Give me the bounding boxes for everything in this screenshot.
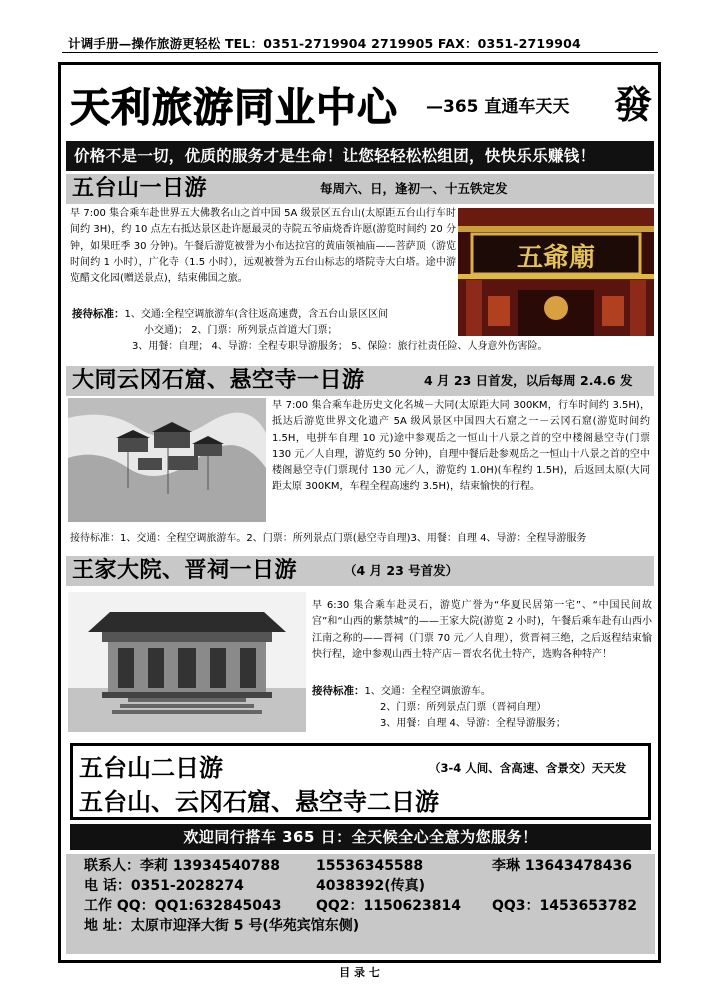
title-suffix: —365 直通车天天 (426, 97, 570, 117)
contact-qq3: QQ3：1453653782 (492, 898, 637, 914)
page-footer: 目 录 七 (339, 966, 380, 979)
two-day-tour-2: 五台山、云冈石窟、悬空寺二日游 (79, 788, 439, 816)
header-contact-line: 计调手册—操作旅游更轻松 TEL：0351-2719904 2719905 FAX：0351-2719904 (68, 36, 581, 51)
section-note: 每周六、日，逢初一、十五铁定发 (320, 181, 508, 196)
section-note: （4 月 23 号首发） (344, 563, 459, 578)
section-title: 大同云冈石窟、悬空寺一日游 (72, 368, 365, 393)
section-header-wangjia (66, 556, 654, 586)
two-day-tour-1: 五台山二日游 (79, 754, 223, 782)
reception-standard-datong: 接待标准：1、交通：全程空调旅游车。2、门票：所列景点门票(悬空寺自理)3、用餐：自理 4、导游：全程导游服务 (70, 533, 587, 544)
agency-title: 天利旅游同业中心 (70, 85, 398, 131)
hanging-temple-photo (68, 398, 266, 522)
two-day-tours-box (70, 743, 651, 820)
contact-person-1: 联系人：李莉 13934540788 (84, 858, 281, 874)
section-header-datong (66, 366, 654, 396)
temple-plaque-text: 五爺廟 (516, 243, 596, 273)
title-row (70, 74, 653, 134)
reception-standard-wutai: 接待标准：1、交通:全程空调旅游车(含往返高速费，含五台山景区区间 小交通)； 2、门票：所列景点首道大门票； 3、用餐：自理； 4、导游：全程专职导游服务； 5、保险：旅行社责任险、人身意外伤害险。 (72, 308, 548, 352)
header-rule (62, 52, 658, 53)
two-day-note: （3-4 人间、含高速、含景交）天天发 (429, 761, 627, 775)
contact-panel (66, 854, 655, 954)
section-header-wutai (66, 174, 654, 204)
tour-description: 早 7:00 集合乘车赴世界五大佛教名山之首中国 5A 级景区五台山(太原距五台山行车时间约 3H)，约 10 点左右抵达景区赴许愿最灵的寺院五爷庙烧香许愿(游览时间约 20 分钟，如果旺季 30 分钟)。午餐后游览被誉为小布达拉宫的黄庙领袖庙——菩萨顶（游览时间约 1 小时），广化寺（1.5 小时），远观被誉为五台山标志的塔院寺大白塔。途中游览醋文化园(赠送景点)，结束佛国之旅。 (70, 208, 456, 285)
reception-standard-wangjia: 接待标准：1、交通：全程空调旅游车。 2、门票：所列景点门票（晋祠自理） 3、用餐：自理 4、导游：全程导游服务； (312, 685, 566, 729)
contact-tel: 电 话：0351-2028274 (84, 878, 244, 894)
section-note: 4 月 23 日首发，以后每周 2.4.6 发 (424, 373, 633, 388)
contact-qq1: 工作 QQ：QQ1:632845043 (84, 898, 282, 914)
tour-description: 早 6:30 集合乘车赴灵石，游览广誉为“华夏民居第一宅”、“中国民间故宫”和“山西的紫禁城”的——王家大院(游览 2 小时)，午餐后乘车赴有山西小江南之称的——晋祠（门票 70 元／人自理），赏晋祠三绝，之后返程结束愉快行程，途中参观山西土特产店－晋农名优土特产，选购各种特产！ (312, 600, 652, 660)
tour-description: 早 7:00 集合乘车赴历史文化名城－大同(太原距大同 300KM，行车时间约 3.5H)，抵达后游览世界文化遗产 5A 级风景区中国四大石窟之一－云冈石窟(游览时间约 1.5H，电拼车自理 10 元)途中参观岳之一恒山十八景之首的空中楼阁悬空寺(门票 130 元／人自理，游览约 50 分钟)，自理中餐后赴参观岳之一恒山十八景之首的空中楼阁悬空寺(门票现付 130 元／人，游览约 1.0H)(车程约 1.5H)，后返回太原(大同距太原 300KM，车程全程高速约 3.5H)，结束愉快的行程。 (272, 400, 650, 493)
contact-address: 地 址：太原市迎泽大街 5 号(华苑宾馆东侧) (84, 918, 360, 934)
contact-fax: 4038392(传真) (316, 878, 425, 894)
contact-phone-2: 15536345588 (316, 858, 424, 874)
section-title: 王家大院、晋祠一日游 (72, 558, 298, 583)
contact-person-2: 李琳 13643478436 (492, 858, 633, 874)
wang-family-compound-photo (68, 592, 306, 732)
slogan-bar: 价格不是一切，优质的服务才是生命！让您轻轻松松组团，快快乐乐赚钱！ (66, 141, 654, 171)
section-title: 五台山一日游 (72, 176, 208, 201)
contact-qq2: QQ2：1150623814 (316, 898, 461, 914)
title-big-char: 發 (614, 83, 653, 127)
welcome-bar: 欢迎同行搭车 365 日：全天候全心全意为您服务！ (70, 824, 651, 850)
